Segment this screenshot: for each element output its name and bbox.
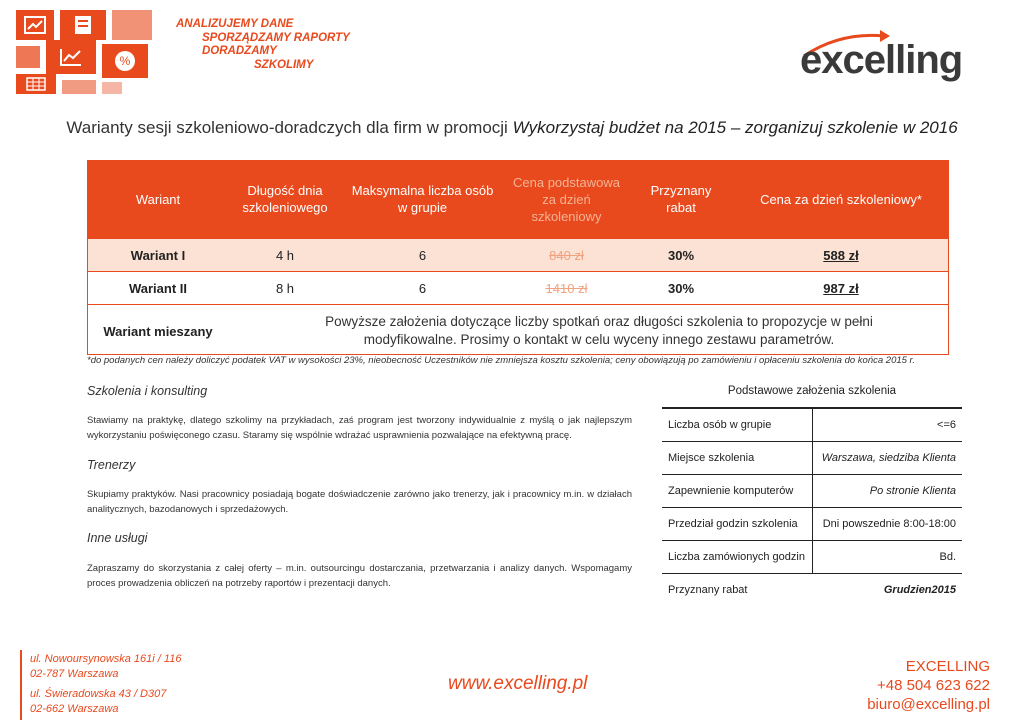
tile [102,82,122,94]
assumption-value: Grudzien2015 [812,574,962,607]
assumption-label: Liczba osób w grupie [662,408,812,442]
section-text: Zapraszamy do skorzystania z całej oferty – m.in. outsourcingu dostarczania, przetwarzania i analizy danych. Wspomagamy proces prowadzenia obliczeń na potrzeby raportów i prezentacji danych. [87,563,632,589]
table-row [87,305,949,358]
footnote: *do podanych cen należy doliczyć podatek VAT w wysokości 23%, nieobecność Uczestników nie zmniejsza kosztu szkolenia; ceny obowiązują po zamówieniu i opłaceniu szkolenia do końca 2015 r. [87,355,916,366]
address-line: ul. Nowoursynowska 161i / 116 [30,653,182,665]
footer-divider [20,650,22,720]
header-price: Cena za dzień szkoleniowy* [733,160,949,239]
email-link[interactable]: biuro@excelling.pl [867,696,990,713]
tile [62,80,96,94]
table-row [662,508,962,541]
address-line: 02-787 Warszawa [30,668,119,680]
title-emphasis: Wykorzystaj budżet na 2015 – zorganizuj szkolenie w 2016 [512,118,958,137]
table-icon [16,74,56,94]
max-group-cell: 6 [341,239,504,272]
page-title [0,118,1024,138]
table-row [662,408,962,442]
pricing-table [87,160,949,357]
duration-cell: 4 h [229,239,341,272]
tile [112,10,152,40]
section-heading: Inne usługi [87,531,148,545]
assumption-label: Przedział godzin szkolenia [662,508,812,541]
table-row [662,574,962,607]
section-heading: Trenerzy [87,458,136,472]
assumption-value: <=6 [812,408,962,442]
contact-block [867,657,990,714]
section-text: Stawiamy na praktykę, dlatego szkolimy na przykładach, zaś program jest tworzony indywidualnie z myślą o jak najlepszym wykorzystaniu poświęconego czasu. Staramy się wspólnie wdrażać usprawnienia pozwalające na efektywną pracę. [87,415,632,441]
header-max-group: Maksymalna liczba osób w grupie [341,160,504,239]
logo-tiles [16,10,156,94]
header-duration: Długość dnia szkoleniowego [229,160,341,239]
mixed-variant-note: Powyższe założenia dotyczące liczby spotkań oraz długości szkolenia to propozycje w pełni modyfikowalne. Prosimy o kontakt w celu wyceny innego zestawu parametrów. [229,305,949,358]
document-icon [60,10,106,40]
assumption-value: Bd. [812,541,962,574]
price-cell: 588 zł [733,239,949,272]
address-block [30,652,181,682]
base-price-cell: 840 zł [504,239,629,272]
tagline [176,18,350,72]
assumption-value: Po stronie Klienta [812,475,962,508]
address-block [30,687,166,717]
header-base-price: Cena podstawowa za dzień szkoleniowy [504,160,629,239]
assumption-value: Dni powszednie 8:00-18:00 [812,508,962,541]
assumption-label: Zapewnienie komputerów [662,475,812,508]
assumption-value: Warszawa, siedziba Klienta [812,442,962,475]
tile [16,46,40,68]
phone-number[interactable]: +48 504 623 622 [876,677,990,694]
variant-cell: Wariant mieszany [87,305,229,358]
percent-icon [102,44,148,78]
base-price-cell: 1410 zł [504,272,629,305]
header-discount: Przyznany rabat [629,160,733,239]
tagline-line: ANALIZUJEMY DANE [176,18,294,30]
duration-cell: 8 h [229,272,341,305]
tagline-line: DORADZAMY [202,45,277,57]
discount-cell: 30% [629,239,733,272]
pricing-header-row [87,160,949,239]
variant-cell: Wariant II [87,272,229,305]
assumption-label: Liczba zamówionych godzin [662,541,812,574]
address-line: ul. Świeradowska 43 / D307 [30,688,167,700]
section-text: Skupiamy praktyków. Nasi pracownicy posiadają bogate doświadczenie zarówno jako trenerzy, jak i pracownicy m.in. w działach analitycznych, bazodanowych i sprzedażowych. [87,489,632,515]
assumptions-table [662,407,962,606]
max-group-cell: 6 [341,272,504,305]
assumption-label: Miejsce szkolenia [662,442,812,475]
tagline-line: SZKOLIMY [254,58,314,71]
brand-name: excelling [800,38,963,82]
table-row [87,272,949,305]
table-row [662,475,962,508]
svg-text:%: % [119,54,131,68]
section-heading: Szkolenia i konsulting [87,384,208,398]
company-name: EXCELLING [905,658,990,675]
assumptions-title: Podstawowe założenia szkolenia [727,385,897,397]
discount-cell: 30% [629,272,733,305]
table-row [662,442,962,475]
tagline-line: SPORZĄDZAMY RAPORTY [202,31,350,44]
address-line: 02-662 Warszawa [30,703,119,715]
table-row [87,239,949,272]
header-variant: Wariant [87,160,229,239]
title-plain: Warianty sesji szkoleniowo-doradczych dla firm w promocji [66,118,513,137]
variant-cell: Wariant I [87,239,229,272]
line-chart-icon [46,40,96,74]
assumption-label: Przyznany rabat [662,574,812,607]
table-row [662,541,962,574]
website-link[interactable]: www.excelling.pl [448,673,588,694]
price-cell: 987 zł [733,272,949,305]
brand-logo [800,30,963,90]
chart-icon [16,10,54,40]
